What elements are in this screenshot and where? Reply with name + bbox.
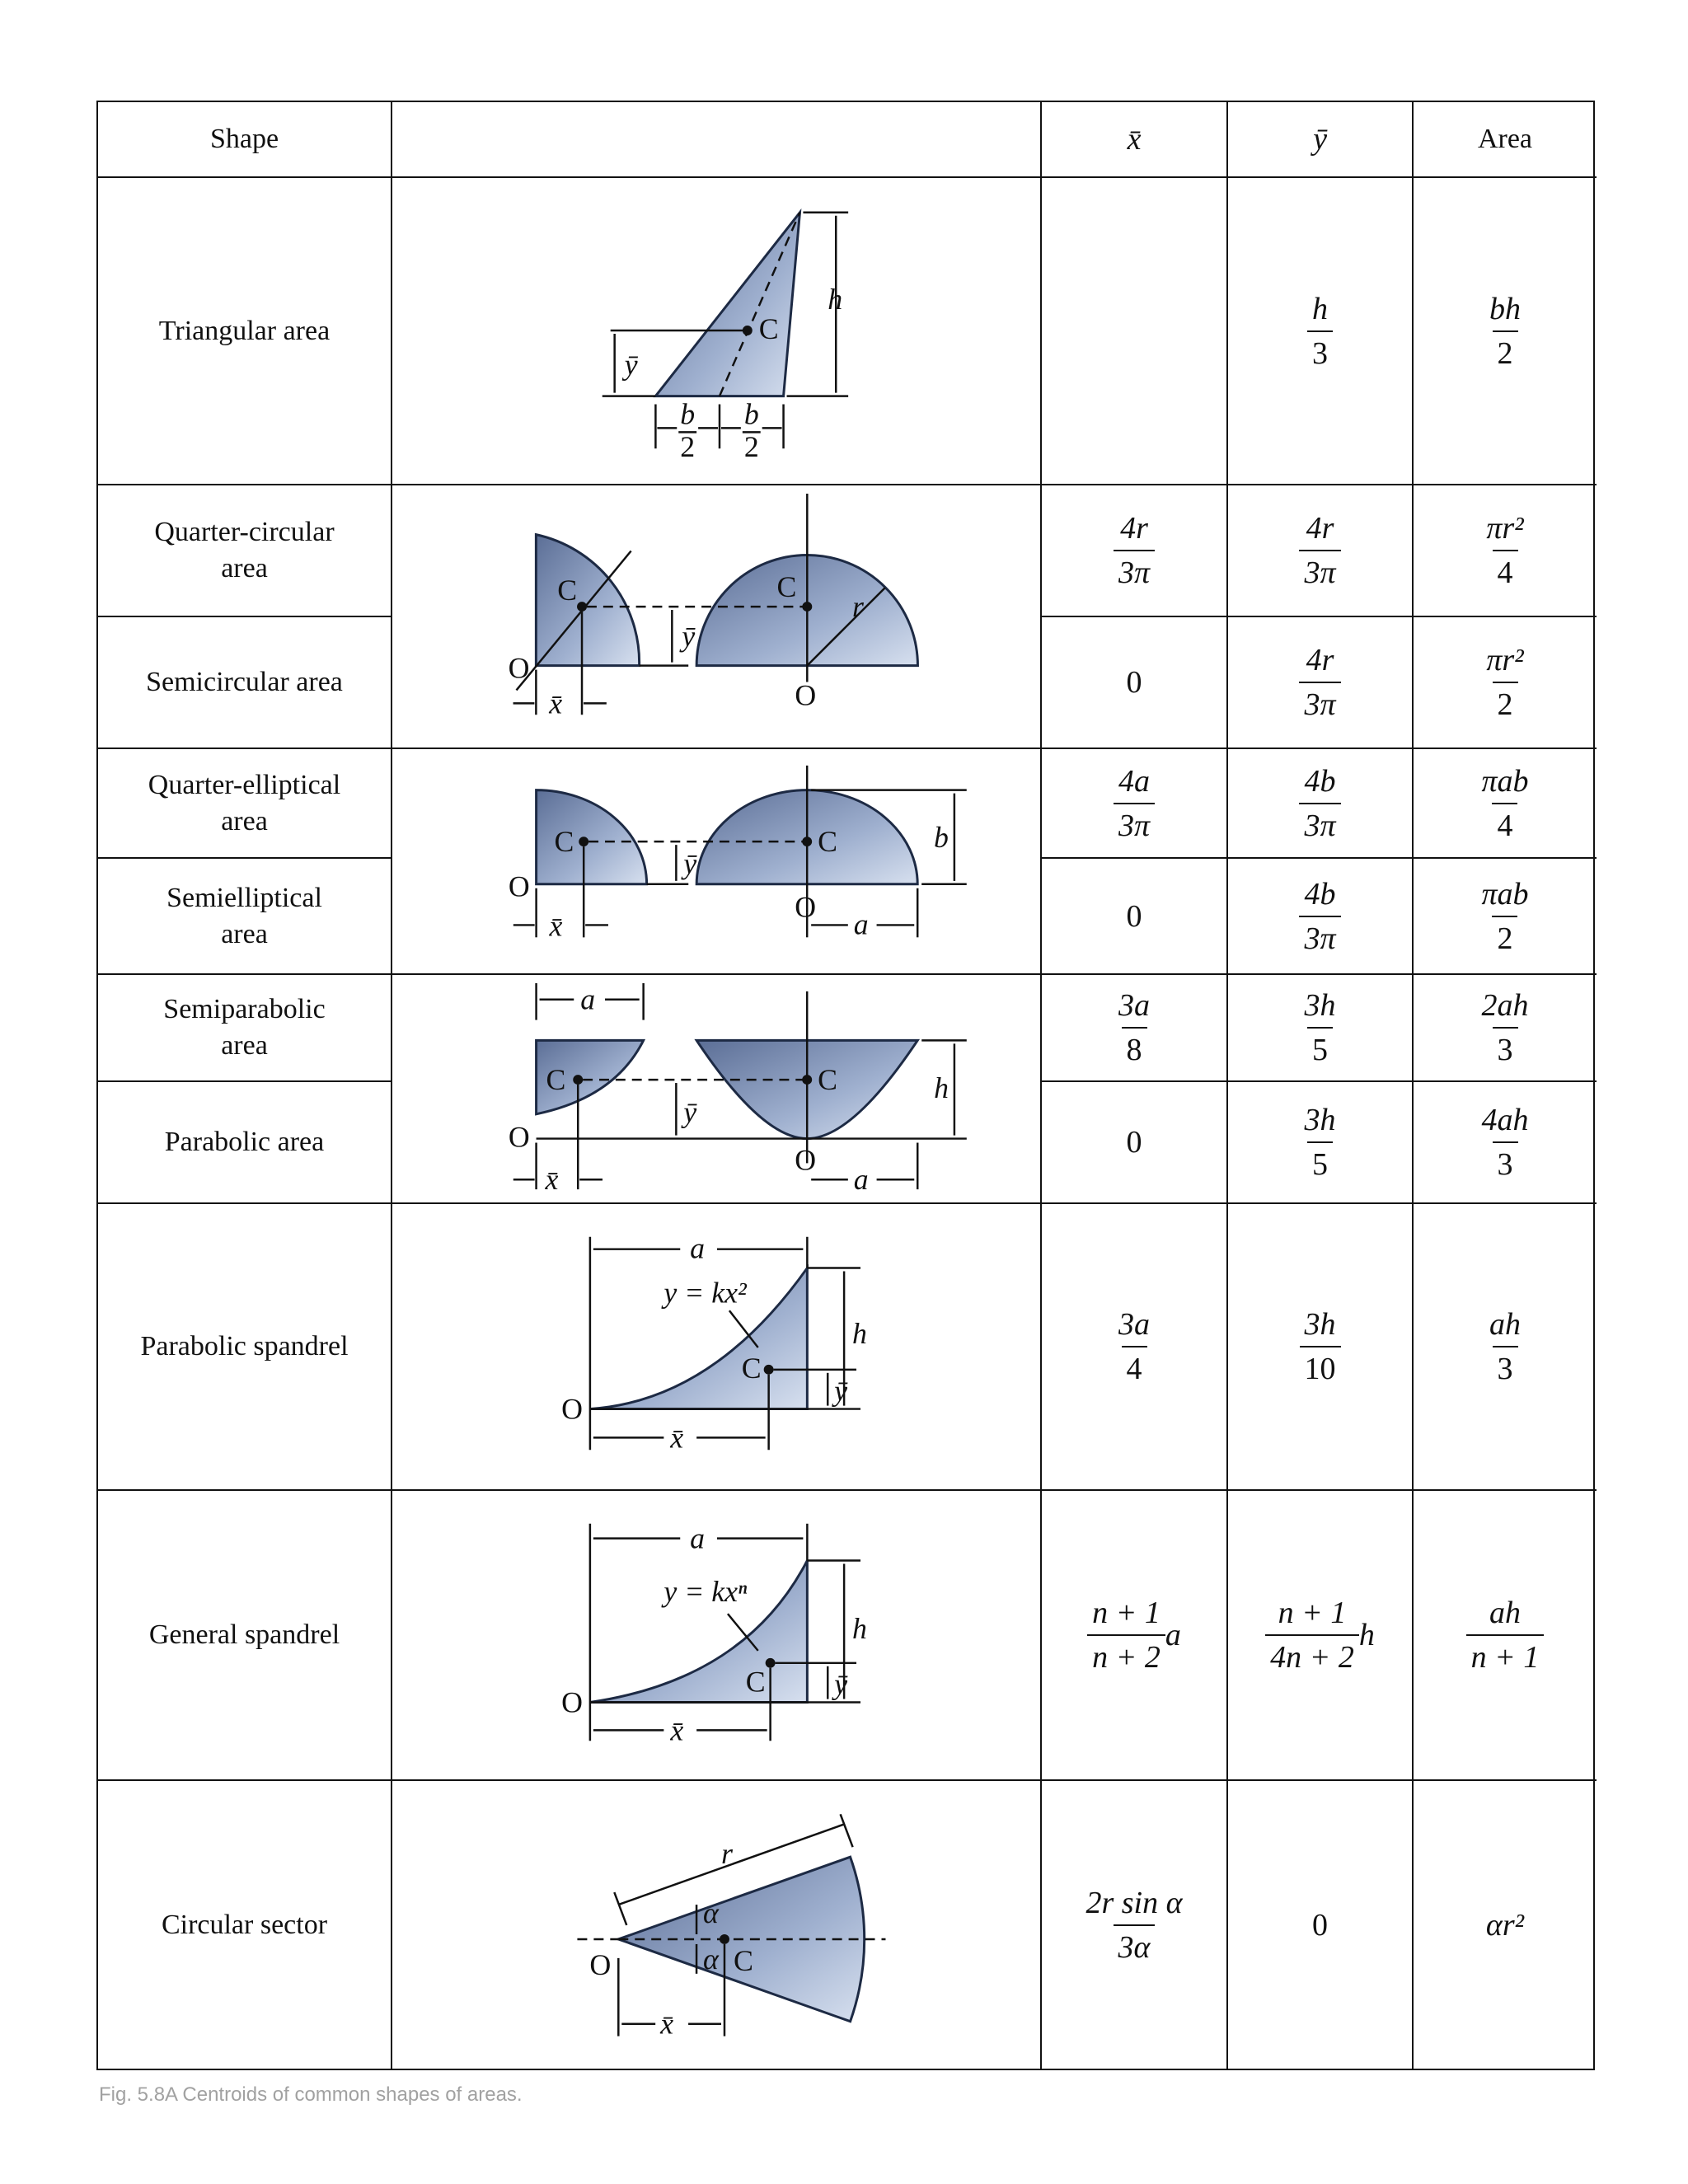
svg-text:ȳ: ȳ [683,1095,697,1129]
value-area-quarter-circular: $\frac{\text{πr²}}{4}$ [1414,485,1597,617]
svg-text:h: h [852,1317,867,1351]
svg-text:C: C [818,1062,837,1096]
diagram-triangle [392,178,1042,485]
header-area: Area [1414,102,1597,178]
label-c: C [758,312,779,345]
svg-text:O: O [795,890,817,924]
row-name-quarter-circular: Quarter-circular area [98,485,392,617]
svg-text:C: C [818,825,837,859]
header-shape: Shape [98,102,392,178]
svg-text:a: a [690,1521,706,1555]
value-xbar-semicircular: 0 [1042,617,1228,749]
row-name-semielliptical: Semielliptical area [98,859,392,975]
value-ybar-semiparabolic: $\frac{3h}{5}$ [1228,975,1414,1082]
value-ybar-semielliptical: $\frac{4b}{3\pi}$ [1228,859,1414,975]
svg-text:C: C [776,570,797,604]
value-area-semiparabolic: $\frac{2ah}{3}$ [1414,975,1597,1082]
value-area-quarter-elliptical: $\frac{\text{πab}}{4}$ [1414,749,1597,859]
diagram-parabolic-spandrel [392,1204,1042,1491]
svg-text:a: a [580,982,596,1016]
svg-text:C: C [554,825,574,859]
value-ybar-quarter-circular: $\frac{4r}{3\pi}$ [1228,485,1414,617]
value-area-parabolic: $\frac{4ah}{3}$ [1414,1082,1597,1204]
value-xbar-parabolic-spandrel: $\frac{3a}{4}$ [1042,1204,1228,1491]
label-kx2: y = kx² [663,1276,747,1310]
value-area-triangular: $\frac{bh}{2}$ [1414,178,1597,485]
value-ybar-parabolic: $\frac{3h}{5}$ [1228,1082,1414,1204]
svg-text:C: C [546,1062,566,1096]
svg-text:ȳ: ȳ [834,1667,848,1701]
svg-text:C: C [745,1665,766,1699]
svg-text:a: a [853,1163,869,1197]
centroid-table [96,101,1595,2070]
row-name-triangular: Triangular area [98,178,392,485]
svg-text:α: α [703,1896,719,1930]
svg-text:O: O [795,678,817,712]
row-name-semicircular: Semicircular area [98,617,392,749]
label-b-left: b [680,397,696,431]
svg-text:x̄: x̄ [549,909,563,943]
svg-text:ȳ: ȳ [683,846,697,880]
svg-text:O: O [561,1392,583,1426]
value-ybar-parabolic-spandrel: $\frac{3h}{10}$ [1228,1204,1414,1491]
svg-text:O: O [589,1947,612,1981]
row-name-quarter-elliptical: Quarter-elliptical area [98,749,392,859]
svg-text:ȳ: ȳ [834,1374,848,1408]
label-b-right: b [743,397,759,431]
row-name-general-spandrel: General spandrel [98,1491,392,1781]
diagram-circular-sector [392,1781,1042,2069]
value-xbar-circular-sector: $\frac{\text{2r sin α}}{3\alpha}$ [1042,1781,1228,2069]
quarter-ellipse-shape [537,790,647,884]
svg-text:C: C [557,574,578,607]
label-kxn: y = kxⁿ [663,1575,748,1609]
svg-text:x̄: x̄ [670,1421,684,1455]
triangle-shape [655,213,799,396]
svg-text:α: α [703,1942,719,1975]
svg-text:C: C [741,1351,762,1385]
value-ybar-circular-sector: 0 [1228,1781,1414,2069]
svg-text:O: O [561,1685,583,1719]
value-area-general-spandrel: $\frac{ah}{n + 1}$ [1414,1491,1597,1781]
diagram-parabolic [392,975,1042,1204]
label-r: r [851,590,864,623]
svg-text:O: O [508,651,530,685]
figure-caption: Fig. 5.8A Centroids of common shapes of areas. [99,2083,523,2106]
value-area-parabolic-spandrel: $\frac{ah}{3}$ [1414,1204,1597,1491]
value-xbar-semiparabolic: $\frac{3a}{8}$ [1042,975,1228,1082]
label-2-right: 2 [743,430,759,464]
svg-text:x̄: x̄ [549,687,563,720]
row-name-parabolic-spandrel: Parabolic spandrel [98,1204,392,1491]
value-ybar-quarter-elliptical: $\frac{4b}{3\pi}$ [1228,749,1414,859]
label-2-left: 2 [680,430,696,464]
svg-text:x̄: x̄ [660,2007,674,2041]
value-xbar-quarter-circular: $\frac{4r}{3\pi}$ [1042,485,1228,617]
svg-text:h: h [852,1611,867,1645]
value-xbar-general-spandrel: $\frac{n + 1}{n + 2}$ a [1042,1491,1228,1781]
header-xbar: x̄ [1042,102,1228,178]
value-area-semielliptical: $\frac{\text{πab}}{2}$ [1414,859,1597,975]
svg-text:a: a [853,907,869,941]
diagram-general-spandrel [392,1491,1042,1781]
svg-text:b: b [934,821,949,855]
value-area-semicircular: $\frac{\text{πr²}}{2}$ [1414,617,1597,749]
label-h: h [828,283,843,316]
value-xbar-quarter-elliptical: $\frac{4a}{3\pi}$ [1042,749,1228,859]
diagram-circular [392,485,1042,749]
svg-text:r: r [720,1837,733,1871]
svg-text:ȳ: ȳ [682,619,696,653]
row-name-circular-sector: Circular sector [98,1781,392,2069]
svg-text:O: O [508,1120,530,1154]
value-area-circular-sector: αr² [1485,1907,1525,1943]
value-xbar-triangular [1042,178,1228,485]
svg-text:x̄: x̄ [545,1163,559,1197]
value-ybar-general-spandrel: $\frac{n + 1}{4n + 2}$ h [1228,1491,1414,1781]
value-xbar-semielliptical: 0 [1042,859,1228,975]
svg-text:h: h [934,1071,949,1104]
header-ybar: ȳ [1228,102,1414,178]
svg-text:x̄: x̄ [670,1713,684,1747]
svg-text:C: C [733,1943,753,1977]
value-ybar-semicircular: $\frac{4r}{3\pi}$ [1228,617,1414,749]
svg-text:O: O [795,1143,817,1177]
row-name-semiparabolic: Semiparabolic area [98,975,392,1082]
header-diagram-blank [392,102,1042,178]
row-name-parabolic: Parabolic area [98,1082,392,1204]
svg-text:O: O [508,869,530,903]
diagram-elliptical [392,749,1042,975]
label-ybar: ȳ [624,348,638,382]
value-xbar-parabolic: 0 [1042,1082,1228,1204]
value-ybar-triangular: $\frac{h}{3}$ [1228,178,1414,485]
svg-text:a: a [690,1231,706,1265]
